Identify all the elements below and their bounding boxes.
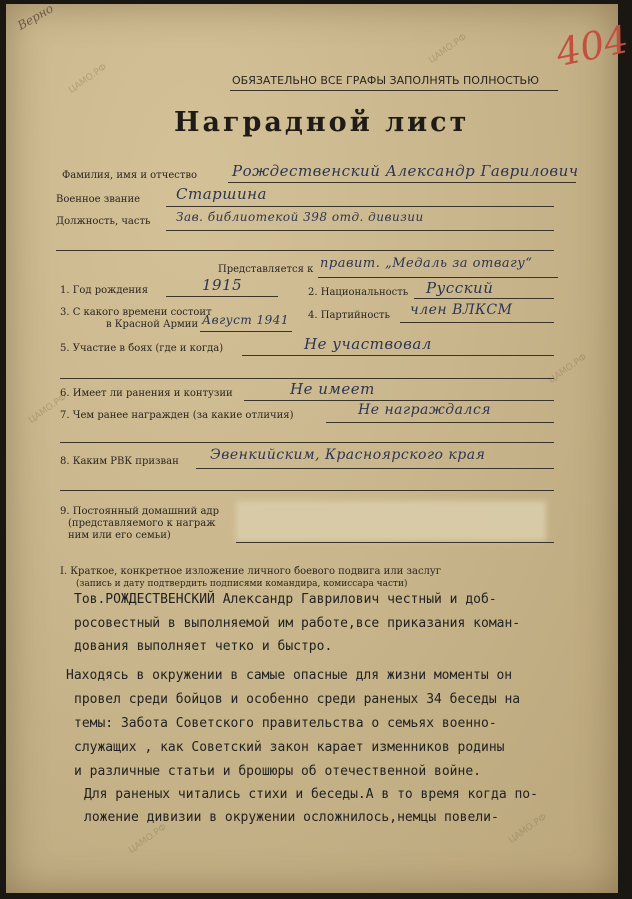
position-value: Зав. библиотекой 398 отд. дивизии <box>176 210 424 224</box>
name-value: Рождественский Александр Гаврилович <box>232 162 579 180</box>
rank-value: Старшина <box>176 185 267 203</box>
rank-label: Военное звание <box>56 194 141 205</box>
narrative-line: ложение дивизии в окружении осложнилось,немцы повели- <box>84 810 499 825</box>
summary-label-2: (запись и дату подтвердить подписями командира, комиссара части) <box>76 579 408 589</box>
address-label-2: (представляемого к награж <box>68 518 216 529</box>
narrative-line: Находясь в окружении в самые опасные для жизни моменты он <box>66 668 513 683</box>
nationality-value: Русский <box>426 279 494 297</box>
party-value: член ВЛКСМ <box>410 302 513 318</box>
battles-value: Не участвовал <box>304 335 432 353</box>
battles-label: 5. Участие в боях (где и когда) <box>60 343 224 354</box>
presented-label: Представляется к <box>218 264 314 275</box>
watermark: ЦАМО.РФ <box>67 62 109 96</box>
watermark: ЦАМО.РФ <box>27 392 69 426</box>
redacted-address <box>236 501 546 541</box>
presented-value: правит. „Медаль за отвагу“ <box>320 256 533 271</box>
narrative-line: и различные статьи и брошюры об отечественной войне. <box>74 764 481 779</box>
narrative-line: дования выполняет четко и быстро. <box>74 639 333 654</box>
address-label-3: ним или его семьи) <box>68 530 171 541</box>
watermark: ЦАМО.РФ <box>507 812 549 846</box>
awards-value: Не награждался <box>358 402 492 418</box>
since-label-1: 3. С какого времени состоит <box>60 307 212 318</box>
narrative-line: росовестный в выполняемой им работе,все приказания коман- <box>74 616 521 631</box>
summary-label-1: I. Краткое, конкретное изложение личного боевого подвига или заслуг <box>60 566 442 577</box>
watermark: ЦАМО.РФ <box>427 32 469 66</box>
nationality-label: 2. Национальность <box>308 287 409 298</box>
corner-note: Верно <box>15 1 56 33</box>
narrative-line: Тов.РОЖДЕСТВЕНСКИЙ Александр Гаврилович честный и доб- <box>74 592 497 607</box>
since-label-2: в Красной Армии <box>106 319 199 330</box>
narrative-line: служащих , как Советский закон карает изменников родины <box>74 740 505 755</box>
page-title: Наградной лист <box>174 107 470 138</box>
birth-label: 1. Год рождения <box>60 285 149 296</box>
watermark: ЦАМО.РФ <box>127 822 169 856</box>
narrative-line: темы: Забота Советского правительства о семьях военно- <box>74 716 497 731</box>
party-label: 4. Партийность <box>308 310 390 321</box>
birth-value: 1915 <box>202 276 243 294</box>
name-label: Фамилия, имя и отчество <box>62 170 198 181</box>
awards-label: 7. Чем ранее награжден (за какие отличия) <box>60 410 294 421</box>
narrative-line: Для раненых читались стихи и беседы.А в то время когда по- <box>84 787 538 802</box>
rvk-label: 8. Каким РВК призван <box>60 456 179 467</box>
address-label-1: 9. Постоянный домашний адр <box>60 506 219 517</box>
wounds-value: Не имеет <box>290 380 375 398</box>
archive-mark: 404 <box>552 16 632 76</box>
form-header: ОБЯЗАТЕЛЬНО ВСЕ ГРАФЫ ЗАПОЛНЯТЬ ПОЛНОСТЬЮ <box>232 74 539 87</box>
wounds-label: 6. Имеет ли ранения и контузии <box>60 388 233 399</box>
watermark: ЦАМО.РФ <box>547 352 589 386</box>
position-label: Должность, часть <box>56 216 151 227</box>
award-sheet <box>6 1 632 893</box>
narrative-line: провел среди бойцов и особенно среди раненых 34 беседы на <box>74 692 521 707</box>
since-value: Август 1941 <box>202 313 290 327</box>
rvk-value: Эвенкийским, Красноярского края <box>210 447 486 463</box>
